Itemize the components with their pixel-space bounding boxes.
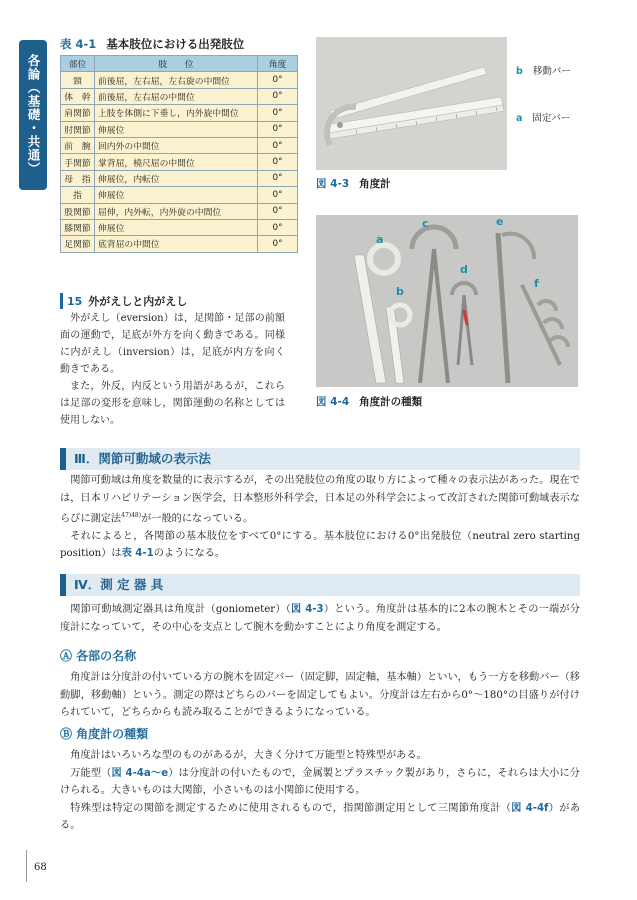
section-3-body — [60, 472, 580, 563]
chapter-side-tab-label: 各論（基礎・共通） — [26, 54, 41, 176]
table-cell: 指 — [61, 187, 95, 203]
table-row — [61, 236, 298, 252]
paragraph — [60, 601, 580, 636]
table-cell: 体 幹 — [61, 88, 95, 104]
table-row — [61, 137, 298, 153]
paragraph — [60, 800, 580, 835]
table-cell: 前 腕 — [61, 137, 95, 153]
table-cell: 0° — [258, 121, 298, 137]
text-run: が一般的になっている。 — [141, 513, 254, 525]
text-run: 関節可動域は角度を数量的に表示するが，その出発肢位の角度の取り方によって種々の表示法があった。現在では，日本リハビリテーション医学会，日本整形外科学会，日本足の外科学会によって改訂された関節可動域表示ならびに測定法 — [60, 475, 580, 525]
table-cell: 伸展位 — [95, 121, 258, 137]
table-header-cell: 部位 — [61, 56, 95, 72]
fig4-letter-b: b — [396, 285, 404, 298]
fig4-letter-d: d — [460, 263, 468, 276]
label-fixed-bar — [516, 110, 570, 124]
fig4-letter-e: e — [496, 215, 504, 228]
fig4-letter-a: a — [376, 233, 384, 246]
fig4-letter-c: c — [422, 217, 429, 230]
table-cell: 母 指 — [61, 170, 95, 186]
table-row — [61, 187, 298, 203]
table-cell: 上肢を体側に下垂し，内外旋中間位 — [95, 105, 258, 121]
table-row — [61, 105, 298, 121]
table-header-cell: 肢 位 — [95, 56, 258, 72]
table-row — [61, 219, 298, 235]
table-number: 表 4-1 — [60, 37, 97, 51]
text-run: ）がある。 — [60, 802, 581, 831]
table-row — [61, 72, 298, 88]
subsection-a-heading: Ⓐ 各部の名称 — [60, 649, 137, 663]
table-cell: 0° — [258, 154, 298, 170]
table-header-row — [61, 56, 298, 72]
figure-reference: 図 4-4f — [511, 802, 549, 814]
table-row — [61, 203, 298, 219]
table-cell: 0° — [258, 137, 298, 153]
table-cell: 手関節 — [61, 154, 95, 170]
subsection-b-body — [60, 747, 580, 835]
paragraph — [60, 472, 580, 528]
goniometer-types-illustration — [316, 215, 578, 387]
section-4-heading: Ⅳ．測 定 器 具 — [60, 574, 580, 596]
section-title: 外がえしと内がえし — [88, 295, 188, 308]
label-b-text: 移動バー — [532, 66, 571, 77]
section-4-body — [60, 601, 580, 636]
table-cell: 伸展位 — [95, 187, 258, 203]
table-header-cell: 角度 — [258, 56, 298, 72]
label-b-letter: b — [516, 66, 523, 77]
fig4-letter-f: f — [534, 277, 539, 290]
table-cell: 膝関節 — [61, 219, 95, 235]
paragraph: また，外反，内反という用語があるが，これらは足部の変形を意味し，関節運動の名称としては使用しない。 — [60, 381, 285, 426]
paragraph: 外がえし（eversion）は，足関節・足部の前額面の運動で，足底が外方を向く動きである。同様に内がえし（inversion）は，足底が内方を向く動きである。 — [60, 313, 285, 375]
table-row — [61, 121, 298, 137]
table-cell: 前後屈，左右屈，左右旋の中間位 — [95, 72, 258, 88]
table-cell: 0° — [258, 170, 298, 186]
figure-number: 図 4-3 — [316, 178, 350, 190]
section-3-heading: Ⅲ．関節可動域の表示法 — [60, 448, 580, 470]
figure-4-4-caption — [316, 394, 422, 409]
paragraph: 角度計は分度計の付いている方の腕木を固定バー（固定脚，固定軸，基本軸）といい，もう一方を移動バー（移動脚，移動軸）という。測定の際はどちらのバーを固定してもよい。分度計は左右から0°～180°の目盛りが付けられていて，どちらからも読み取ることができるようになっている。 — [60, 672, 580, 718]
table-cell: 0° — [258, 88, 298, 104]
text-run: 万能型（ — [70, 767, 112, 779]
paragraph — [60, 765, 580, 800]
table-row — [61, 170, 298, 186]
label-moving-bar — [516, 63, 571, 77]
goniometer-photo — [316, 37, 507, 170]
section-15-heading — [60, 293, 282, 309]
figure-number: 図 4-4 — [316, 396, 350, 408]
table-cell: 0° — [258, 187, 298, 203]
goniometer-types-photo — [316, 215, 578, 387]
section-15-body — [60, 310, 285, 429]
table-cell: 0° — [258, 72, 298, 88]
text-run: ）という。角度計は基本的に2本の腕木とその一端が分度計になっていて，その中心を支点として腕木を動かすことにより角度を測定する。 — [60, 604, 580, 633]
table-row — [61, 88, 298, 104]
text-run: のようになる。 — [153, 548, 226, 560]
table-cell: 回内外の中間位 — [95, 137, 258, 153]
table-title: 基本肢位における出発肢位 — [106, 37, 245, 51]
page-number-rule — [26, 850, 27, 882]
table-cell: 頸 — [61, 72, 95, 88]
section-number: 15 — [67, 295, 83, 308]
table-cell: 伸展位 — [95, 219, 258, 235]
subsection-a-body — [60, 669, 580, 722]
page-number: 68 — [34, 862, 47, 873]
figure-reference: 図 4-3 — [291, 604, 324, 615]
chapter-side-tab — [19, 40, 47, 190]
table-cell: 前後屈，左右屈の中間位 — [95, 88, 258, 104]
figure-4-3-caption — [316, 176, 391, 191]
text-run: 関節可動域測定器具は角度計（goniometer）（ — [70, 604, 292, 615]
label-a-text: 固定バー — [532, 113, 571, 124]
paragraph: 角度計はいろいろな型のものがあるが，大きく分けて万能型と特殊型がある。 — [70, 750, 427, 761]
table-cell: 伸展位，内転位 — [95, 170, 258, 186]
label-a-letter: a — [516, 113, 523, 124]
figure-reference: 図 4-4a〜e — [111, 767, 169, 779]
paragraph — [60, 528, 580, 563]
table-cell: 0° — [258, 236, 298, 252]
joint-position-table — [60, 55, 298, 253]
table-cell: 屈伸，内外転，内外旋の中間位 — [95, 203, 258, 219]
figure-title: 角度計の種類 — [359, 396, 423, 408]
table-cell: 底背屈の中間位 — [95, 236, 258, 252]
text-run: ）は分度計の付いたもので，金属製とプラスチック製があり，さらに，それらは大小に分けられる。大きいものは大関節，小さいものは小関節に使用する。 — [60, 767, 580, 796]
table-cell: 足関節 — [61, 236, 95, 252]
table-cell: 0° — [258, 219, 298, 235]
table-cell: 肩関節 — [61, 105, 95, 121]
table-caption — [60, 36, 244, 52]
table-reference: 表 4-1 — [121, 548, 154, 560]
text-run: 特殊型は特定の関節を測定するために使用されるもので，指関節測定用として三関節角度計（ — [70, 802, 512, 814]
citation-superscript: 47)48) — [121, 512, 142, 519]
table-cell: 掌背屈，橈尺屈の中間位 — [95, 154, 258, 170]
table-cell: 股関節 — [61, 203, 95, 219]
figure-title: 角度計 — [359, 178, 391, 190]
text-run: それによると，各関節の基本肢位をすべて0°にする。基本肢位における0°出発肢位（neutral zero starting position）は — [60, 530, 580, 560]
goniometer-illustration — [316, 37, 507, 170]
table-cell: 0° — [258, 105, 298, 121]
table-cell: 0° — [258, 203, 298, 219]
table-row — [61, 154, 298, 170]
subsection-b-heading: Ⓑ 角度計の種類 — [60, 727, 149, 741]
table-cell: 肘関節 — [61, 121, 95, 137]
